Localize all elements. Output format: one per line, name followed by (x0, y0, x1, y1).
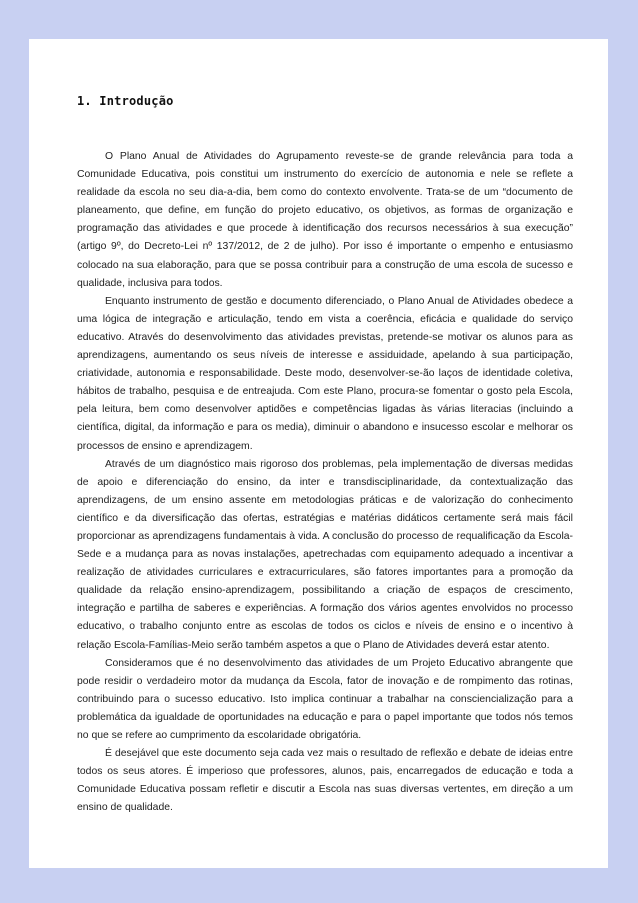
paragraph-5: É desejável que este documento seja cada vez mais o resultado de reflexão e debate de ideias entre todos os seus atores. É imperioso que professores, alunos, pais, encarregados de educação e toda a Comunidade Educativa possam refletir e discutir a Escola nas suas diversas vertentes, em direção a um ensino de qualidade. (77, 748, 573, 814)
section-heading (77, 94, 174, 108)
paragraph-1: O Plano Anual de Atividades do Agrupamento reveste-se de grande relevância para toda a Comunidade Educativa, pois constitui um instrumento do exercício de autonomia e nele se reflete a realidade da escola no seu dia-a-dia, bem como do contexto envolvente. Trata-se de um “documento de planeamento, que define, em função do projeto educativo, os objetivos, as formas de organização e programação das atividades e que procede à identificação dos recursos necessários à sua execução” (artigo 9º, do Decreto-Lei nº 137/2012, de 2 de julho). Por isso é importante o empenho e entusiasmo colocado na sua elaboração, para que se possa contribuir para a construção de uma escola de sucesso e qualidade, inclusiva para todos. (77, 151, 573, 289)
paragraph-4: Consideramos que é no desenvolvimento das atividades de um Projeto Educativo abrangente que pode residir o verdadeiro motor da mudança da Escola, fator de inovação e de rompimento das rotinas, contribuindo para o sucesso educativo. Isto implica continuar a trabalhar na consciencialização para a problemática da igualdade de oportunidades na educação e para o papel importante que todos nós temos no que se refere ao cumprimento da escolaridade obrigatória. (77, 657, 573, 741)
paragraph-2: Enquanto instrumento de gestão e documento diferenciado, o Plano Anual de Atividades obedece a uma lógica de integração e articulação, tendo em vista a coerência, eficácia e qualidade do serviço educativo. Através do desenvolvimento das atividades previstas, pretende-se motivar os alunos para as aprendizagens, aumentando os seus níveis de interesse e assiduidade, apelando à sua participação, criatividade, autonomia e responsabilidade. Deste modo, desenvolver-se-ão laços de identidade coletiva, hábitos de trabalho, pesquisa e de entreajuda. Com este Plano, procura-se fomentar o gosto pela Escola, pela leitura, bem como desenvolver aptidões e competências ligadas às várias literacias (incluindo a científica, digital, da informação e para os media), diminuir o abandono e insucesso escolar e melhorar os processos de ensino e aprendizagem. (77, 295, 573, 452)
paragraph-3: Através de um diagnóstico mais rigoroso dos problemas, pela implementação de diversas medidas de apoio e diferenciação do ensino, da inter e transdisciplinaridade, da contextualização das aprendizagens, de um ensino assente em metodologias práticas e de valorização do conhecimento científico e da diversificação das ofertas, estratégias e matérias didáticos certamente será mais fácil proporcionar as aprendizagens fundamentais à vida. A conclusão do processo de requalificação da Escola-Sede e a mudança para as novas instalações, apetrechadas com equipamento adequado a incentivar a realização de atividades curriculares e extracurriculares, são fatores importantes para a promoção da qualidade da relação ensino-aprendizagem, possibilitando a criação de espaços de crescimento, integração e partilha de saberes e experiências. A formação dos vários agentes envolvidos no processo educativo, o trabalho conjunto entre as escolas de todos os ciclos e níveis de ensino e o incentivo à relação Escola-Famílias-Meio serão também aspetos a que o Plano de Atividades deverá estar atento. (77, 458, 573, 651)
body-text (77, 148, 573, 817)
section-number: 1. (77, 94, 92, 108)
document-page (29, 39, 608, 868)
section-title: Introdução (99, 94, 174, 108)
